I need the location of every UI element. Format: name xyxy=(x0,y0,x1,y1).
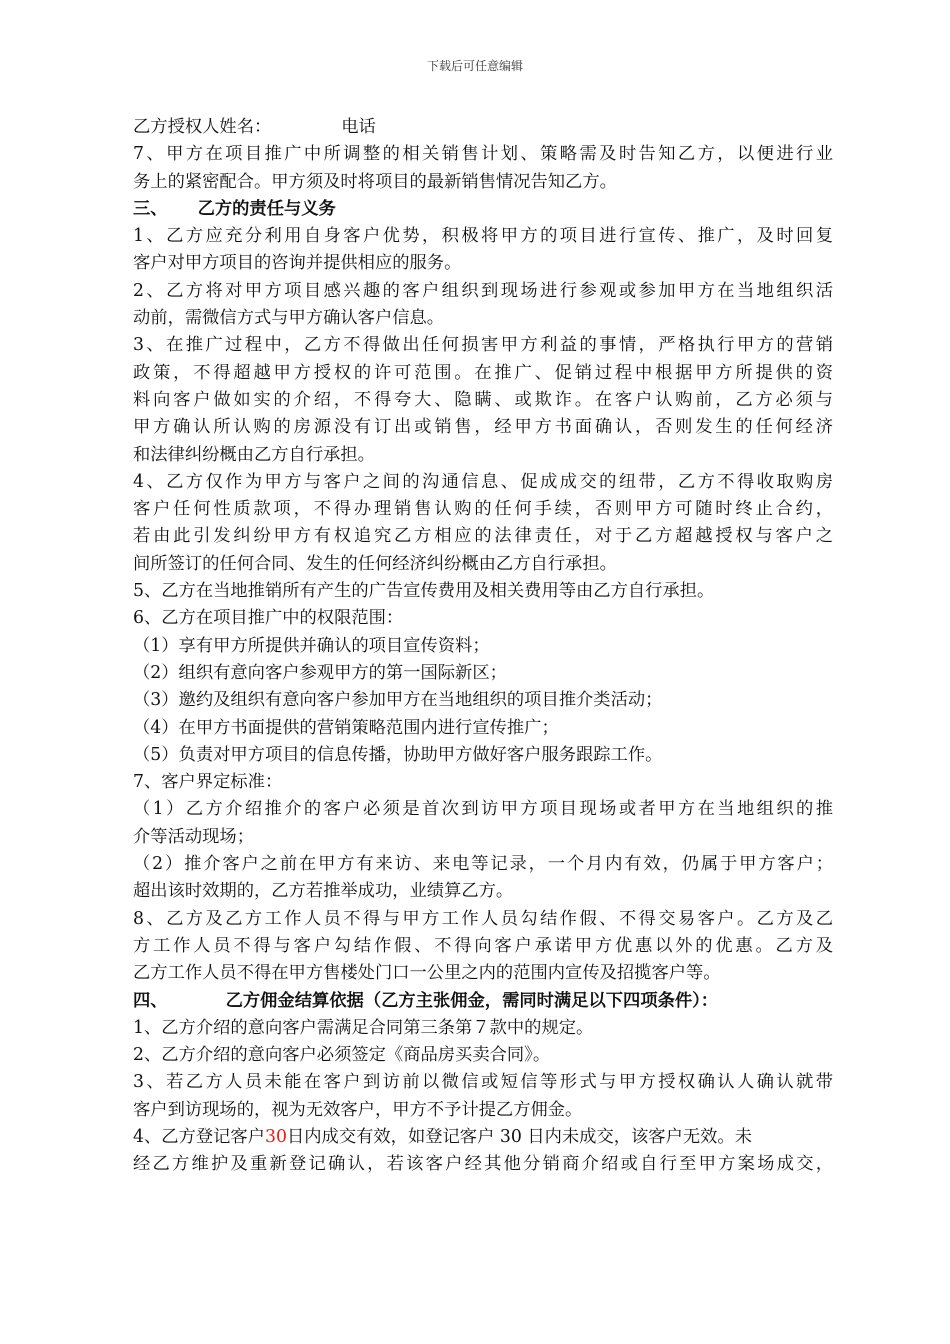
paragraph-line: 1、乙方应充分利用自身客户优势，积极将甲方的项目进行宣传、推广，及时回复 xyxy=(133,226,833,247)
paragraph-line: 4、乙方仅作为甲方与客户之间的沟通信息、促成成交的纽带，乙方不得收取购房 xyxy=(133,471,833,492)
list-item: （5）负责对甲方项目的信息传播，协助甲方做好客户服务跟踪工作。 xyxy=(133,744,663,765)
paragraph-line: 5、乙方在当地推销所有产生的广告宣传费用及相关费用等由乙方自行承担。 xyxy=(133,581,715,602)
paragraph-line: 2、乙方将对甲方项目感兴趣的客户组织到现场进行参观或参加甲方在当地组织活 xyxy=(133,280,833,301)
list-item: （1）享有甲方所提供并确认的项目宣传资料； xyxy=(133,635,490,656)
highlighted-days: 30 xyxy=(264,1126,287,1147)
paragraph-line: 方工作人员不得与客户勾结作假、不得向客户承诺甲方优惠以外的优惠。乙方及 xyxy=(133,935,833,956)
paragraph-line: 3、若乙方人员未能在客户到访前以微信或短信等形式与甲方授权确认人确认就带 xyxy=(133,1072,833,1093)
section-number: 四、 xyxy=(133,990,168,1011)
section-heading-3 xyxy=(133,196,833,223)
paragraph-line: 客户到访现场的，视为无效客户，甲方不予计提乙方佣金。 xyxy=(133,1099,583,1120)
list-item: （3）邀约及组织有意向客户参加甲方在当地组织的项目推介类活动； xyxy=(133,690,663,711)
page-header: 下载后可任意编辑 xyxy=(426,59,523,73)
paragraph-line: 务上的紧密配合。甲方须及时将项目的最新销售情况告知乙方。 xyxy=(133,171,617,192)
paragraph-line: 7、甲方在项目推广中所调整的相关销售计划、策略需及时告知乙方，以便进行业 xyxy=(133,144,833,165)
paragraph-line xyxy=(133,1124,833,1151)
line-text-end: 日内成交有效，如登记客户 30 日内未成交，该客户无效。未 xyxy=(286,1126,752,1147)
list-item: （4）在甲方书面提供的营销策略范围内进行宣传推广； xyxy=(133,717,559,738)
section-heading-4 xyxy=(133,988,833,1015)
paragraph-line: 经乙方维护及重新登记确认，若该客户经其他分销商介绍或自行至甲方案场成交， xyxy=(133,1154,833,1175)
paragraph-line: 甲方确认所认购的房源没有订出或销售，经甲方书面确认，否则发生的任何经济 xyxy=(133,417,833,438)
list-item: （2）组织有意向客户参观甲方的第一国际新区； xyxy=(133,662,507,683)
paragraph-line: 客户任何性质款项，不得办理销售认购的任何手续，否则甲方可随时终止合约， xyxy=(133,499,833,520)
section-title: 乙方的责任与义务 xyxy=(197,198,336,219)
paragraph-line: 动前，需微信方式与甲方确认客户信息。 xyxy=(133,308,445,329)
list-item: （1）乙方介绍推介的客户必须是首次到访甲方项目现场或者甲方在当地组织的推 xyxy=(133,799,833,820)
paragraph-line: 2、乙方介绍的意向客户必须签定《商品房买卖合同》。 xyxy=(133,1045,551,1066)
list-item-continued: 介等活动现场； xyxy=(133,826,254,847)
paragraph-line: 和法律纠纷概由乙方自行承担。 xyxy=(133,444,375,465)
list-item: （2）推介客户之前在甲方有来访、来电等记录，一个月内有效，仍属于甲方客户； xyxy=(133,854,833,875)
paragraph-line: 1、乙方介绍的意向客户需满足合同第三条第７款中的规定。 xyxy=(133,1017,594,1038)
paragraph-line: 料向客户做如实的介绍，不得夸大、隐瞒、或欺诈。在客户认购前，乙方必须与 xyxy=(133,389,833,410)
paragraph-line: 客户对甲方项目的咨询并提供相应的服务。 xyxy=(133,253,462,274)
paragraph-line: 7、客户界定标准： xyxy=(133,772,283,793)
paragraph-line: 间所签订的任何合同、发生的任何经济纠纷概由乙方自行承担。 xyxy=(133,553,617,574)
paragraph-line: 若由此引发纠纷甲方有权追究乙方相应的法律责任，对于乙方超越授权与客户之 xyxy=(133,526,833,547)
authorized-person-line xyxy=(133,114,833,141)
paragraph-line: 乙方工作人员不得在甲方售楼处门口一公里之内的范围内宣传及招揽客户等。 xyxy=(133,963,721,984)
phone-label: 电话 xyxy=(341,117,376,137)
line-text-start: 4、乙方登记客户 xyxy=(133,1126,265,1147)
paragraph-line: 6、乙方在项目推广中的权限范围： xyxy=(133,608,404,629)
list-item-continued: 超出该时效期的，乙方若推举成功，业绩算乙方。 xyxy=(133,881,514,902)
document-body xyxy=(133,114,833,1179)
paragraph-line: 8、乙方及乙方工作人员不得与甲方工作人员勾结作假、不得交易客户。乙方及乙 xyxy=(133,908,833,929)
authorized-person-label: 乙方授权人姓名： xyxy=(133,117,272,137)
paragraph-line: 3、在推广过程中，乙方不得做出任何损害甲方利益的事情，严格执行甲方的营销 xyxy=(133,335,833,356)
paragraph-line: 政策，不得超越甲方授权的许可范围。在推广、促销过程中根据甲方所提供的资 xyxy=(133,362,833,383)
section-title: 乙方佣金结算依据（乙方主张佣金，需同时满足以下四项条件）： xyxy=(225,990,719,1011)
section-number: 三、 xyxy=(133,198,168,219)
